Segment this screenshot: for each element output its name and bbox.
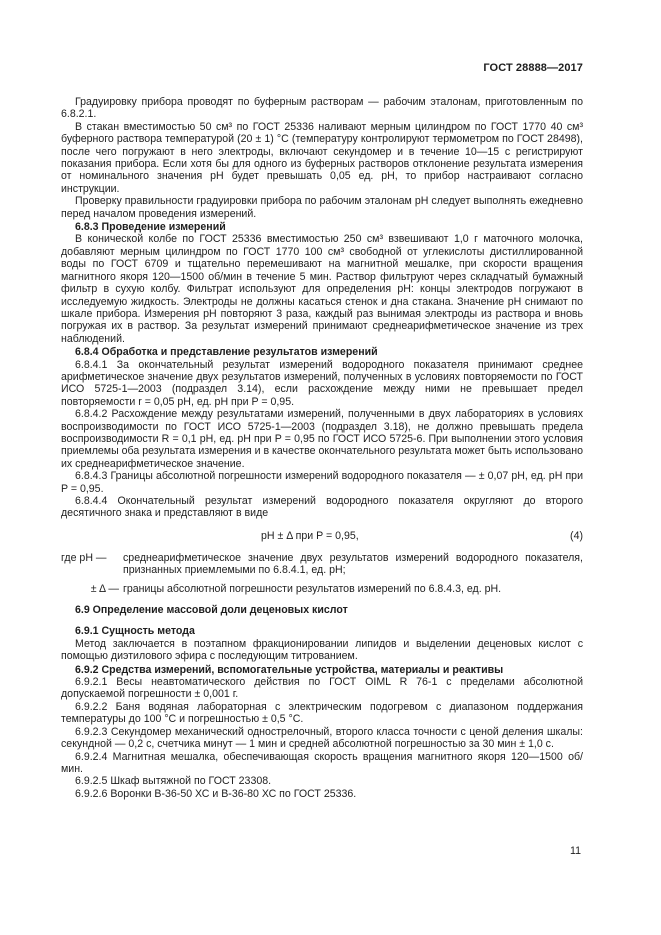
- paragraph: 6.8.4.2 Расхождение между результатами измерений, полученными в двух лабораториях в условиях воспроизводимости по ГОСТ ИСО 5725-1—2003 (подраздел 3.18), не должно превышать предела воспроизводимости R = 0,1 pH, ед. рН при P = 0,95 по ГОСТ ИСО 5725-6. При выполнении этого условия приемлемы оба результата измерения и в качестве окончательного результата может быть использовано их среднеарифметическое значение.: [61, 408, 583, 470]
- page-number: 11: [570, 845, 581, 857]
- formula-legend: [61, 552, 583, 595]
- paragraph: В стакан вместимостью 50 см³ по ГОСТ 25336 наливают мерным цилиндром по ГОСТ 1770 40 см³ буферного раствора температурой (20 ± 1) °С (температуру контролируют термометром по ГОСТ 28498), после чего погружают в него электроды, включают секундомер и в течение 10—15 с регистрируют показания прибора. Если хотя бы для одного из буферных растворов отклонение результата измерения от номинального значения рН будет превышать 0,05 ед. рН, то прибор настраивают согласно инструкции.: [61, 120, 583, 195]
- formula-expression: pH ± Δ при P = 0,95,: [261, 529, 359, 542]
- paragraph: 6.9.2.1 Весы неавтоматического действия по ГОСТ OIML R 76-1 с пределами абсолютной допускаемой погрешности ± 0,001 г.: [61, 676, 583, 701]
- section-heading: 6.9.1 Сущность метода: [75, 625, 195, 638]
- legend-term: [61, 552, 123, 577]
- paragraph: Градуировку прибора проводят по буферным растворам — рабочим эталонам, приготовленным по 6.8.2.1.: [61, 96, 583, 121]
- legend-symbol: pH —: [79, 551, 107, 564]
- paragraph: 6.8.4.3 Границы абсолютной погрешности измерений водородного показателя — ± 0,07 pH, ед. рН при P = 0,95.: [61, 470, 583, 495]
- legend-definition: границы абсолютной погрешности результатов измерений по 6.8.4.3, ед. рН.: [123, 582, 502, 595]
- paragraph: 6.8.4.1 За окончательный результат измерений водородного показателя принимают среднее арифметическое значение двух результатов измерений, полученных в условиях повторяемости по ГОСТ ИСО 5725-1—2003 (подраздел 3.14), если расхождение между ними не превышает предел повторяемости r = 0,05 pH, ед. рН при P = 0,95.: [61, 358, 583, 408]
- legend-row: [61, 552, 583, 577]
- paragraph: Проверку правильности градуировки прибора по рабочим эталонам рН следует выполнять ежедневно перед началом проведения измерений.: [61, 195, 583, 220]
- paragraph: 6.8.4.4 Окончательный результат измерений водородного показателя округляют до второго десятичного знака и представляют в виде: [61, 495, 583, 520]
- paragraph: 6.9.2.2 Баня водяная лабораторная с электрическим подогревом с диапазоном поддержания температуры до 100 °С и погрешностью ± 0,5 °С.: [61, 700, 583, 726]
- section-heading: 6.8.3 Проведение измерений: [75, 221, 226, 234]
- document-body: [61, 96, 583, 800]
- paragraph: 6.9.2.6 Воронки В-36-50 ХС и В-36-80 ХС по ГОСТ 25336.: [75, 787, 357, 800]
- legend-definition: среднеарифметическое значение двух результатов измерений водородного показателя, признанных приемлемыми по 6.8.4.1, ед. рН;: [123, 551, 583, 577]
- section-heading: 6.9.2 Средства измерений, вспомогательные устройства, материалы и реактивы: [75, 663, 504, 676]
- document-code-header: ГОСТ 28888—2017: [483, 62, 583, 74]
- paragraph: 6.9.2.3 Секундомер механический однострелочный, второго класса точности с ценой деления шкалы: секундной — 0,2 с, счетчика минут — 1 мин и средней абсолютной погрешностью за 30 мин ± 1,0 с.: [61, 725, 583, 751]
- paragraph: 6.9.2.5 Шкаф вытяжной по ГОСТ 23308.: [75, 775, 272, 788]
- where-label: где: [61, 551, 77, 564]
- paragraph: Метод заключается в поэтапном фракционировании липидов и выделении деценовых кислот с помощью диэтилового эфира с последующим титрованием.: [61, 637, 583, 663]
- paragraph: В конической колбе по ГОСТ 25336 вместимостью 250 см³ взвешивают 1,0 г маточного молочка, добавляют мерным цилиндром по ГОСТ 1770 100 см³ свободной от углекислоты дистиллированной воды по ГОСТ 6709 и тщательно перемешивают на магнитной мешалке, при скорости вращения магнитного якоря 120—1500 об/мин в течение 5 мин. Раствор фильтруют через складчатый бумажный фильтр в сухую колбу. Фильтрат используют для определения рН: концы электродов погружают в исследуемую жидкость. Электроды не должны касаться стенок и дна стакана. Значение рН снимают по шкале прибора. Измерения рН повторяют 3 раза, каждый раз вынимая электроды из раствора и вновь погружая их в раствор. За результат измерений принимают среднеарифметическое значение из трех наблюдений.: [61, 233, 583, 345]
- section-heading: 6.9 Определение массовой доли деценовых кислот: [75, 604, 348, 617]
- paragraph: 6.9.2.4 Магнитная мешалка, обеспечивающая скорость вращения магнитного якоря 120—1500 об/мин.: [61, 750, 583, 775]
- legend-symbol: ± Δ —: [90, 582, 119, 595]
- legend-row: [61, 583, 583, 595]
- formula: [61, 528, 583, 544]
- section-heading: 6.8.4 Обработка и представление результатов измерений: [75, 346, 378, 359]
- formula-number: (4): [570, 529, 583, 542]
